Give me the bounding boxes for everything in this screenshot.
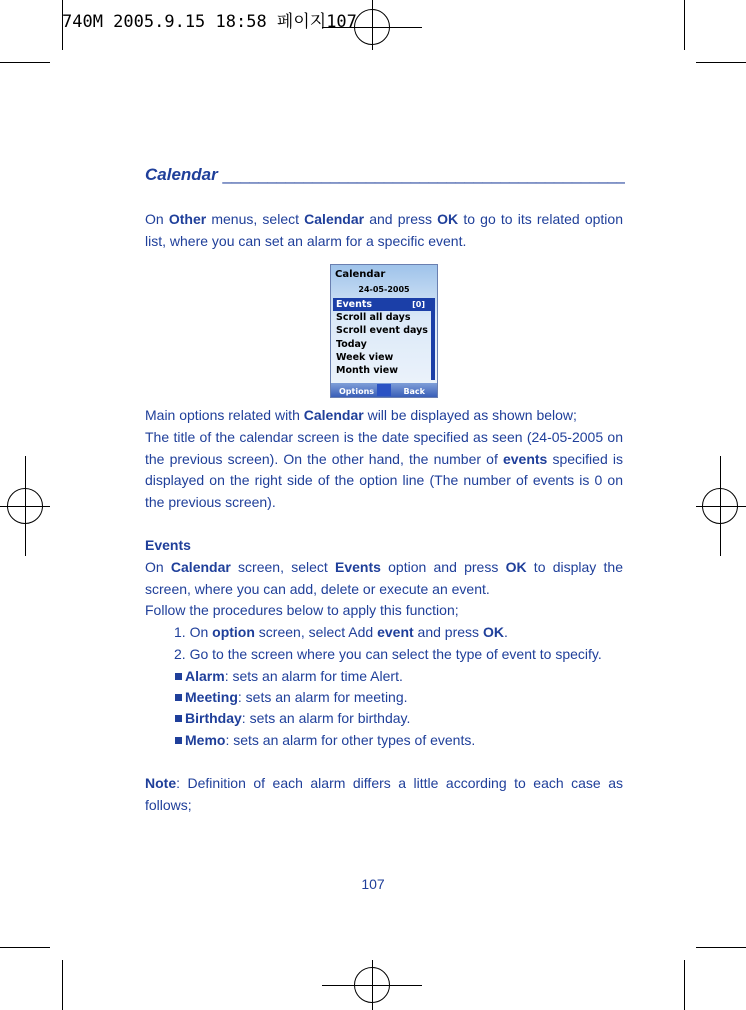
- registration-circle: [702, 488, 738, 524]
- intro-paragraph: [145, 209, 623, 252]
- emphasis: Events: [335, 559, 381, 575]
- emphasis: OK: [505, 559, 527, 575]
- emphasis: events: [502, 450, 548, 467]
- crop-mark: [684, 0, 685, 50]
- crop-mark: [0, 62, 50, 63]
- phone-menu-item: Scroll all days: [336, 312, 411, 324]
- registration-circle: [354, 967, 390, 1003]
- phone-menu-item: Today: [336, 338, 367, 350]
- text: to display the screen, where you can add, delete or execute an event.: [145, 559, 623, 597]
- crop-mark: [62, 960, 63, 1010]
- text: and press: [364, 211, 438, 227]
- phone-title: Calendar: [335, 269, 386, 280]
- bullet-square-icon: [175, 737, 182, 744]
- phone-softkey-back: Back: [403, 387, 425, 396]
- title-text: Calendar: [145, 165, 218, 184]
- bullet-text: : sets an alarm for meeting.: [237, 689, 408, 705]
- text: .: [503, 624, 508, 640]
- crop-mark: [696, 947, 746, 948]
- phone-screenshot: [330, 264, 438, 398]
- phone-menu-item: Month view: [336, 364, 399, 376]
- phone-scrollbar: [431, 298, 435, 380]
- emphasis: Other: [168, 211, 207, 227]
- text: On: [145, 559, 171, 575]
- emphasis: OK: [482, 624, 504, 640]
- print-header-stamp: 740M 2005.9.15 18:58 페이지107: [62, 12, 357, 32]
- bullet-term: Memo: [185, 732, 226, 748]
- title-description-paragraph: [145, 427, 623, 513]
- phone-menu-item: Scroll event days: [336, 325, 428, 337]
- bullet-text: : sets an alarm for other types of events.: [225, 732, 476, 748]
- emphasis: OK: [437, 211, 459, 227]
- main-options-paragraph: [145, 405, 623, 427]
- bullet-text: : sets an alarm for time Alert.: [224, 668, 403, 684]
- section-title: [145, 165, 625, 185]
- menu-label: Events: [336, 299, 373, 310]
- registration-circle: [7, 488, 43, 524]
- event-count: [0]: [412, 300, 425, 309]
- step-2: 2. Go to the screen where you can select the type of event to specify.: [174, 646, 602, 662]
- events-description: [145, 557, 623, 600]
- phone-menu-item: Week view: [336, 351, 394, 363]
- note-paragraph: [145, 773, 623, 816]
- text: menus, select: [206, 211, 305, 227]
- text: to go to its related option list, where you can set an alarm for a specific event.: [145, 211, 623, 249]
- text: screen, select Add: [254, 624, 378, 640]
- bullet-term: Alarm: [185, 668, 225, 684]
- bullet-birthday: [175, 708, 410, 730]
- phone-menu-item-events: [333, 298, 431, 311]
- title-rule: _____________________________________________: [222, 165, 625, 184]
- emphasis: Calendar: [304, 211, 365, 227]
- bullet-term: Meeting: [185, 689, 238, 705]
- emphasis: Calendar: [170, 559, 231, 575]
- phone-menu-list: [333, 298, 431, 377]
- text: 1. On: [174, 624, 213, 640]
- phone-center-key: [377, 384, 391, 396]
- bullet-square-icon: [175, 694, 182, 701]
- bullet-meeting: [175, 687, 408, 709]
- text: screen, select: [230, 559, 335, 575]
- bullet-term: Birthday: [185, 710, 242, 726]
- page-number: 107: [361, 876, 385, 892]
- emphasis: option: [212, 624, 255, 640]
- bullet-alarm: [175, 666, 403, 688]
- emphasis: event: [377, 624, 414, 640]
- phone-softkey-options: Options: [339, 387, 375, 396]
- bullet-memo: [175, 730, 475, 752]
- text: On: [145, 211, 169, 227]
- note-text: : Definition of each alarm differs a little according to each case as follows;: [145, 775, 623, 813]
- text: option and press: [380, 559, 506, 575]
- phone-date: 24-05-2005: [358, 285, 410, 294]
- text: and press: [413, 624, 483, 640]
- text: Main options related with: [145, 407, 304, 423]
- registration-circle: [354, 9, 390, 45]
- text: The title of the calendar screen is the date specified as seen (24-05-2005 on the previous screen). On the other hand, the number of: [145, 429, 623, 467]
- follow-text: Follow the procedures below to apply this function;: [145, 602, 459, 618]
- bullet-text: : sets an alarm for birthday.: [241, 710, 411, 726]
- text: will be displayed as shown below;: [363, 407, 577, 423]
- step-1: [174, 622, 508, 644]
- emphasis: Calendar: [303, 407, 364, 423]
- text: specified is displayed on the right side of the option line (The number of events is 0 on the previous screen).: [145, 450, 623, 510]
- bullet-square-icon: [175, 673, 182, 680]
- events-heading: Events: [145, 537, 191, 553]
- crop-mark: [696, 62, 746, 63]
- note-term: Note: [145, 775, 177, 791]
- crop-mark: [0, 947, 50, 948]
- bullet-square-icon: [175, 715, 182, 722]
- crop-mark: [684, 960, 685, 1010]
